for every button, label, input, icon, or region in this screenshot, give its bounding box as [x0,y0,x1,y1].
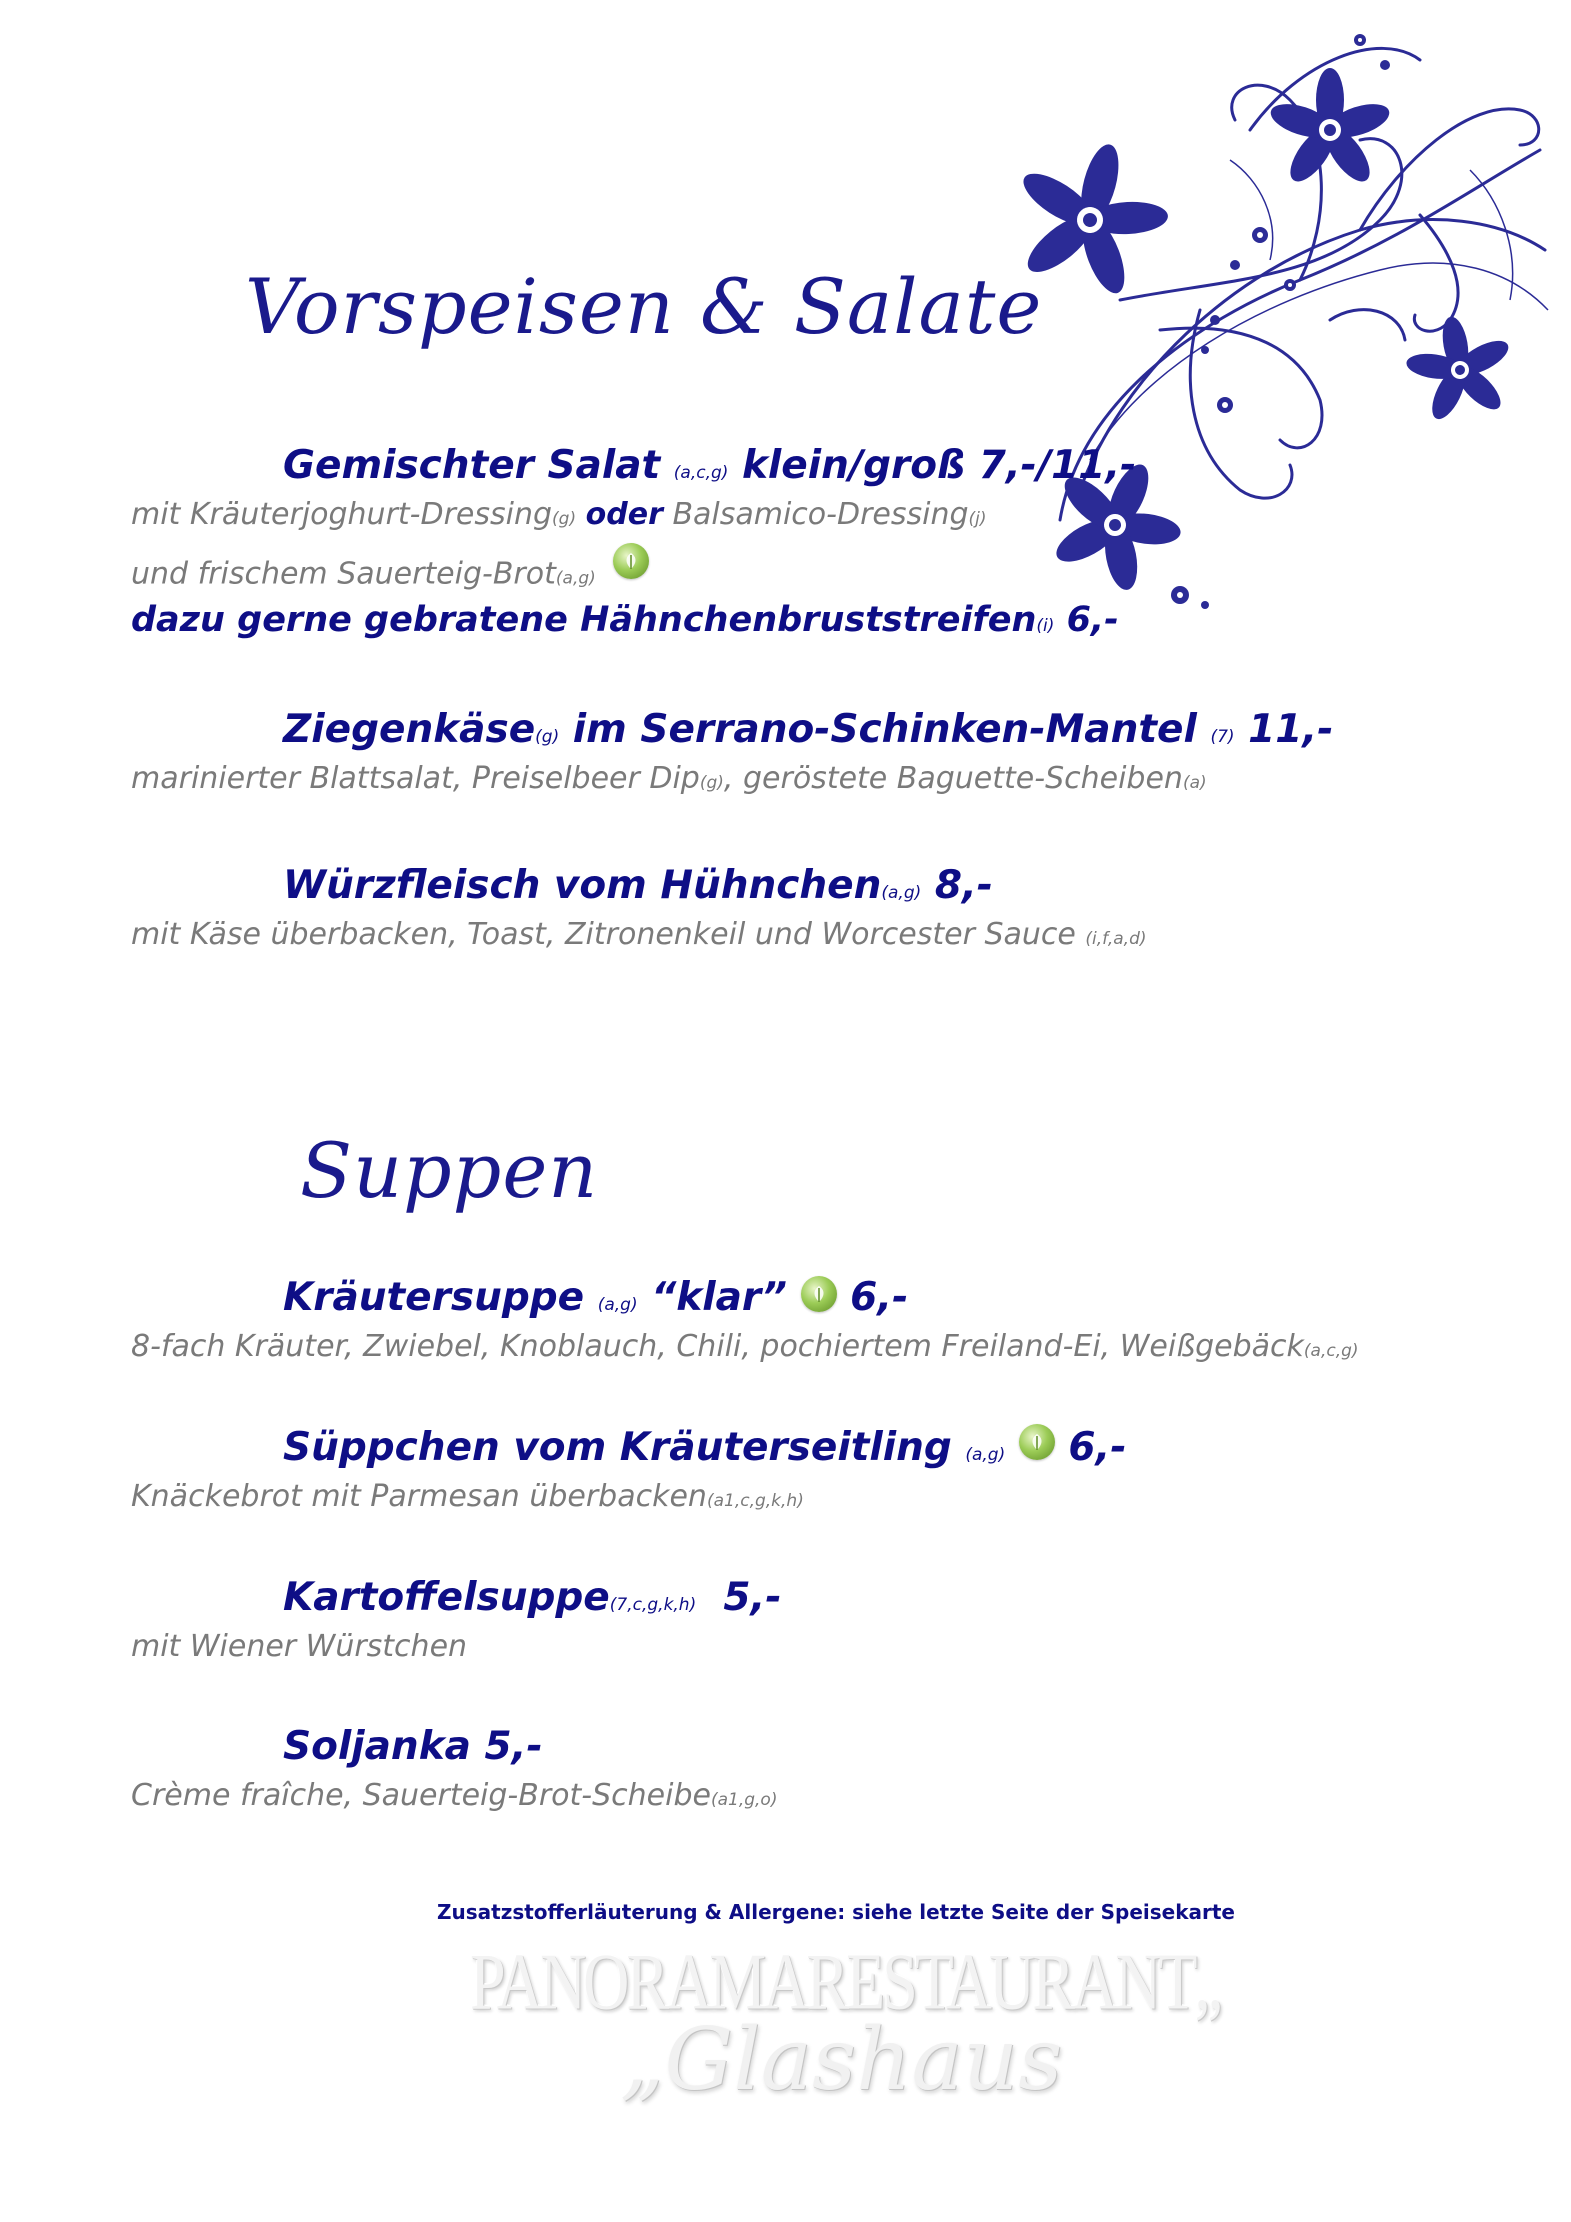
dish-soljanka [283,1724,543,1769]
dish-name: Soljanka [283,1724,471,1769]
dish-price: 5,- [484,1724,543,1769]
dish-description [131,1629,468,1664]
allergen-code: (a,c,g) [1303,1341,1359,1361]
dish-kraeutersuppe [283,1275,909,1320]
floral-ornament-icon [1000,20,1560,640]
dish-description [131,1329,1359,1364]
allergen-code: (a,g) [881,883,922,903]
desc-text: mit Kräuterjoghurt-Dressing [131,497,553,532]
desc-text: mit Käse überbacken, Toast, Zitronenkeil und Worcester Sauce [131,917,1076,952]
desc-text: Balsamico-Dressing [672,497,969,532]
dish-name-2: im Serrano-Schinken-Mantel [572,707,1197,752]
dish-name: Kräutersuppe [283,1275,585,1320]
allergen-code: (a1,g,o) [710,1790,778,1810]
dish-description [131,1778,778,1813]
desc-text: und frischem Sauerteig-Brot [131,556,556,592]
desc-text: mit Wiener Würstchen [131,1629,468,1664]
allergen-code: (j) [968,509,987,529]
extra-text: dazu gerne gebratene Hähnchenbruststreifen [131,600,1037,640]
dish-description [131,1479,804,1514]
desc-text: Crème fraîche, Sauerteig-Brot-Scheibe [131,1778,711,1813]
allergen-footnote: Zusatzstofferläuterung & Allergene: siehe letzte Seite der Speisekarte [437,1900,1235,1924]
desc-text: marinierter Blattsalat [131,761,453,796]
allergen-code: (g) [535,727,560,747]
dish-gemischter-salat [283,443,1137,488]
dish-price: 5,- [723,1575,782,1620]
vegetarian-icon [801,1276,837,1312]
restaurant-logo: PANORAMARESTAURANT„ [470,1937,1220,2026]
desc-text: Preiselbeer Dip [471,761,700,796]
dish-wuerzfleisch [283,863,993,908]
dish-sueppchen-kraeuterseitling [283,1425,1127,1470]
dish-ziegenkaese [283,707,1334,752]
dish-name: Kartoffelsuppe [283,1575,610,1620]
dish-name: Würzfleisch vom Hühnchen [283,863,882,908]
allergen-code: (7,c,g,k,h) [609,1595,697,1615]
allergen-code: (a,g) [555,568,596,589]
dish-name: Ziegenkäse [283,707,536,752]
section-title-starters: Vorspeisen & Salate [245,262,1043,351]
dish-name-2: “klar” [651,1275,788,1320]
desc-text: Knäckebrot mit Parmesan überbacken [131,1479,707,1514]
dish-price: klein/groß 7,-/11,- [742,443,1137,488]
desc-or: oder [585,497,663,532]
allergen-code: (7) [1210,727,1235,747]
dish-description [131,917,1147,952]
allergen-code: (a) [1182,773,1207,793]
allergen-code: (g) [699,773,724,793]
dish-extra [131,600,1119,640]
allergen-code: (a,c,g) [673,463,729,483]
allergen-code: (i) [1036,616,1055,636]
dish-price: 11,- [1248,707,1334,752]
dish-description: marinierter Blattsalat, Preiselbeer Dip(g), geröstete Baguette-Scheiben(a) [131,761,1207,796]
dish-description [131,497,987,532]
restaurant-logo-subtitle: „Glashaus [620,2010,1063,2110]
dish-price: 6,- [1068,1425,1127,1470]
allergen-code: (a,g) [597,1295,638,1315]
dish-price: 6,- [850,1275,909,1320]
extra-price: 6,- [1066,600,1119,640]
desc-text: 8-fach Kräuter, Zwiebel, Knoblauch, Chili, pochiertem Freiland-Ei, Weißgebäck [131,1329,1304,1364]
dish-description [131,557,649,593]
dish-name: Süppchen vom Kräuterseitling [283,1425,952,1470]
allergen-code: (g) [552,509,577,529]
allergen-code: (a,g) [965,1445,1006,1465]
allergen-code: (i,f,a,d) [1085,929,1147,949]
dish-kartoffelsuppe [283,1575,782,1620]
vegetarian-icon [613,543,649,579]
dish-price: 8,- [934,863,993,908]
desc-text: , geröstete Baguette-Scheiben [723,761,1183,796]
dish-name: Gemischter Salat [283,443,661,488]
vegetarian-icon [1019,1424,1055,1460]
allergen-code: (a1,c,g,k,h) [706,1491,804,1511]
section-title-soups: Suppen [300,1126,599,1215]
